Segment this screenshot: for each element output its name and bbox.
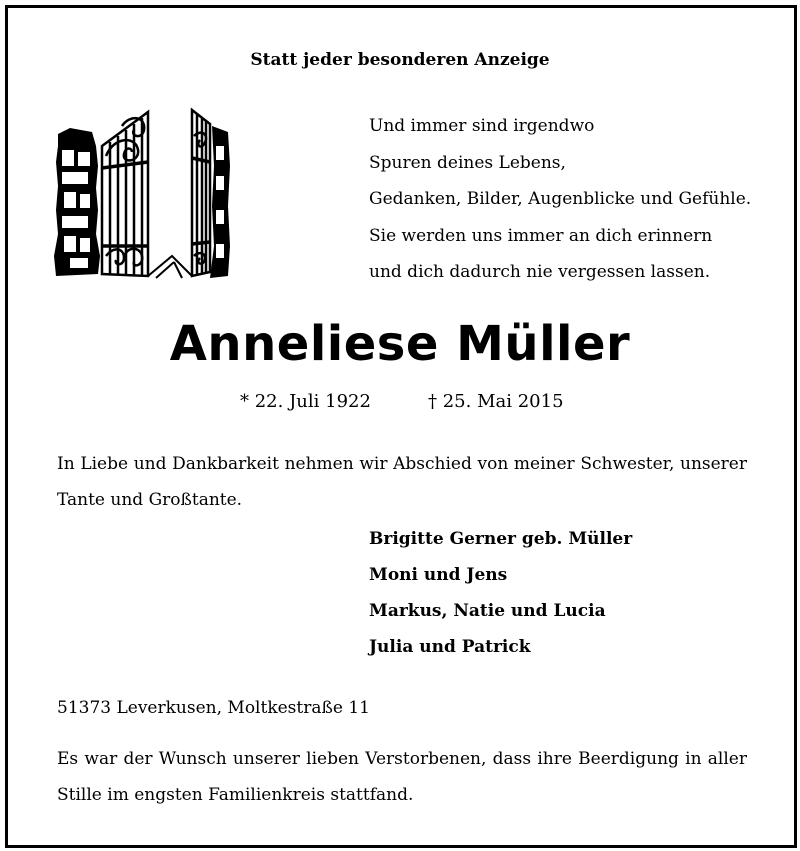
birth-date: * 22. Juli 1922 <box>240 391 371 412</box>
poem-line: Spuren deines Lebens, <box>369 152 566 173</box>
mourner-name: Moni und Jens <box>369 565 508 585</box>
poem-line: Gedanken, Bilder, Augenblicke und Gefühle. <box>369 189 752 209</box>
closing-text: Es war der Wunsch unserer lieben Verstorbenen, dass ihre Beerdigung in aller Stille im engsten Familienkreis stattfand. <box>57 749 747 805</box>
deceased-name: Anneliese Müller <box>169 316 631 372</box>
mourner-name: Brigitte Gerner geb. Müller <box>369 529 633 549</box>
poem-line: und dich dadurch nie vergessen lassen. <box>369 262 711 282</box>
poem <box>369 108 751 291</box>
death-date: † 25. Mai 2015 <box>428 391 564 412</box>
address: 51373 Leverkusen, Moltkestraße 11 <box>57 698 370 718</box>
notice-header: Statt jeder besonderen Anzeige <box>250 50 550 70</box>
poem-line: Sie werden uns immer an dich erinnern <box>369 225 713 246</box>
intro-text: In Liebe und Dankbarkeit nehmen wir Abschied von meiner Schwester, unserer Tante und Großtante. <box>57 454 747 510</box>
mourner-name: Markus, Natie und Lucia <box>369 601 606 621</box>
mourners-list <box>369 521 632 665</box>
poem-line: Und immer sind irgendwo <box>369 116 595 136</box>
mourner-name: Julia und Patrick <box>369 637 531 657</box>
iron-gate-icon <box>52 106 234 280</box>
